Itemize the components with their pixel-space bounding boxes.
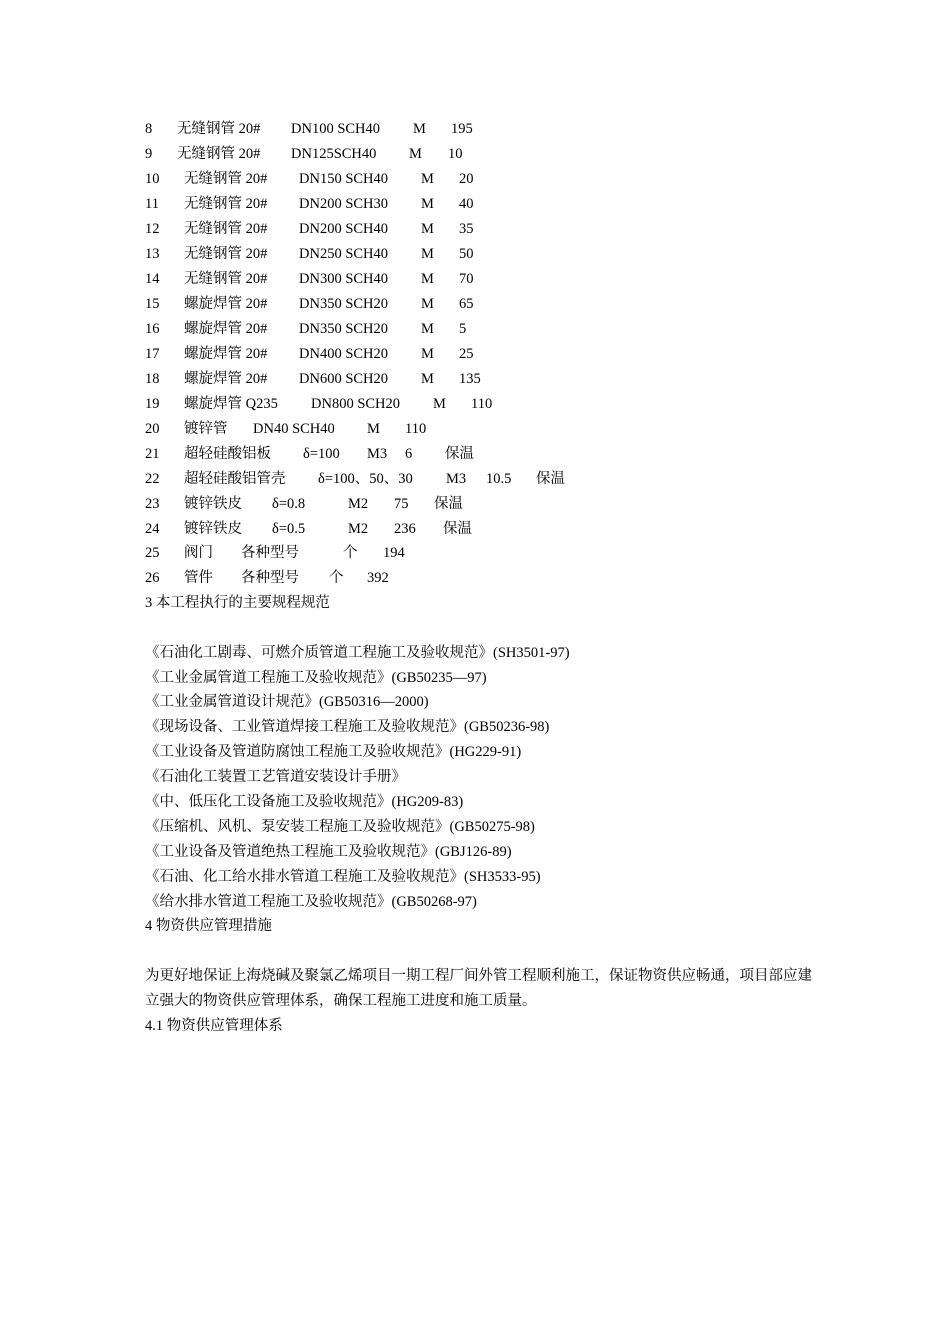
list-item: [145, 494, 830, 514]
item-name: 螺旋焊管 20#: [184, 296, 268, 312]
item-number: 13: [145, 246, 160, 262]
item-number: 12: [145, 221, 160, 237]
item-unit: 个: [329, 570, 344, 586]
item-qty: 25: [459, 346, 474, 362]
list-item: [145, 244, 830, 264]
item-spec: DN400 SCH20: [299, 346, 389, 362]
item-spec: 各种型号: [241, 570, 299, 586]
item-number: 21: [145, 446, 160, 462]
item-spec: δ=100、50、30: [318, 471, 413, 487]
item-unit: M: [421, 296, 434, 312]
item-number: 23: [145, 496, 160, 512]
item-spec: DN800 SCH20: [311, 396, 401, 412]
item-unit: M3: [367, 446, 388, 462]
standard-item: 《工业设备及管道防腐蚀工程施工及验收规范》(HG229-91): [145, 744, 522, 760]
item-spec: DN125SCH40: [291, 146, 377, 162]
item-spec: δ=0.5: [272, 521, 306, 537]
item-spec: δ=100: [303, 446, 340, 462]
item-number: 15: [145, 296, 160, 312]
item-name: 无缝钢管 20#: [184, 271, 268, 287]
item-name: 螺旋焊管 20#: [184, 346, 268, 362]
list-item: [145, 219, 830, 239]
item-name: 镀锌铁皮: [184, 521, 242, 537]
item-name: 无缝钢管 20#: [184, 246, 268, 262]
item-spec: 各种型号: [241, 545, 299, 561]
item-unit: M: [421, 321, 434, 337]
item-name: 超轻硅酸铝板: [184, 446, 271, 462]
item-name: 无缝钢管 20#: [184, 196, 268, 212]
list-item: [145, 568, 830, 588]
item-note: 保温: [443, 521, 472, 537]
item-number: 18: [145, 371, 160, 387]
standard-item: 《压缩机、风机、泵安装工程施工及验收规范》(GB50275-98): [145, 819, 535, 835]
section-heading: 3 本工程执行的主要规程规范: [145, 595, 330, 611]
item-number: 26: [145, 570, 160, 586]
list-item: [145, 419, 830, 439]
item-qty: 195: [451, 121, 473, 137]
item-name: 螺旋焊管 20#: [184, 321, 268, 337]
item-name: 无缝钢管 20#: [184, 221, 268, 237]
item-qty: 40: [459, 196, 474, 212]
item-number: 9: [145, 146, 153, 162]
item-spec: DN250 SCH40: [299, 246, 389, 262]
standard-item: 《工业设备及管道绝热工程施工及验收规范》(GBJ126-89): [145, 844, 512, 860]
standard-item: 《给水排水管道工程施工及验收规范》(GB50268-97): [145, 894, 477, 910]
item-qty: 75: [394, 496, 409, 512]
item-unit: M: [421, 221, 434, 237]
list-item: [145, 144, 830, 164]
item-note: 保温: [434, 496, 463, 512]
item-qty: 110: [405, 421, 427, 437]
item-number: 8: [145, 121, 153, 137]
list-item: [145, 469, 830, 489]
item-spec: δ=0.8: [272, 496, 306, 512]
item-number: 20: [145, 421, 160, 437]
item-unit: M: [421, 371, 434, 387]
list-item: [145, 369, 830, 389]
item-name: 螺旋焊管 Q235: [184, 396, 278, 412]
item-qty: 10.5: [486, 471, 512, 487]
item-unit: M2: [348, 496, 369, 512]
item-unit: M: [367, 421, 380, 437]
item-unit: M3: [446, 471, 467, 487]
item-spec: DN350 SCH20: [299, 296, 389, 312]
item-spec: DN150 SCH40: [299, 171, 389, 187]
item-unit: M: [421, 196, 434, 212]
item-name: 无缝钢管 20#: [177, 146, 261, 162]
subsection-heading: 4.1 物资供应管理体系: [145, 1018, 283, 1034]
item-number: 11: [145, 196, 159, 212]
standard-item: 《石油化工装置工艺管道安装设计手册》: [145, 769, 406, 785]
item-name: 无缝钢管 20#: [177, 121, 261, 137]
item-number: 16: [145, 321, 160, 337]
item-unit: 个: [343, 545, 358, 561]
standard-item: 《工业金属管道设计规范》(GB50316—2000): [145, 694, 429, 710]
item-qty: 65: [459, 296, 474, 312]
standard-item: 《现场设备、工业管道焊接工程施工及验收规范》(GB50236-98): [145, 719, 550, 735]
item-number: 19: [145, 396, 160, 412]
list-item: [145, 394, 830, 414]
item-unit: M2: [348, 521, 369, 537]
body-paragraph: 为更好地保证上海烧碱及聚氯乙烯项目一期工程厂间外管工程顺利施工，保证物资供应畅通，项目部应建立强大的物资供应管理体系，确保工程施工进度和施工质量。: [145, 968, 812, 1009]
item-name: 管件: [184, 570, 213, 586]
item-qty: 135: [459, 371, 481, 387]
list-item: [145, 294, 830, 314]
item-number: 24: [145, 521, 160, 537]
standard-item: 《石油、化工给水排水管道工程施工及验收规范》(SH3533-95): [145, 869, 541, 885]
item-qty: 10: [448, 146, 463, 162]
list-item: [145, 169, 830, 189]
item-name: 镀锌管: [184, 421, 228, 437]
item-spec: DN300 SCH40: [299, 271, 389, 287]
list-item: [145, 269, 830, 289]
standard-item: 《工业金属管道工程施工及验收规范》(GB50235—97): [145, 670, 487, 686]
item-unit: M: [413, 121, 426, 137]
item-unit: M: [421, 246, 434, 262]
item-spec: DN600 SCH20: [299, 371, 389, 387]
item-qty: 392: [367, 570, 389, 586]
item-number: 22: [145, 471, 160, 487]
item-name: 无缝钢管 20#: [184, 171, 268, 187]
item-number: 17: [145, 346, 160, 362]
item-name: 镀锌铁皮: [184, 496, 242, 512]
item-number: 25: [145, 545, 160, 561]
item-name: 超轻硅酸铝管壳: [184, 471, 286, 487]
standard-item: 《中、低压化工设备施工及验收规范》(HG209-83): [145, 794, 464, 810]
item-spec: DN350 SCH20: [299, 321, 389, 337]
list-item: [145, 319, 830, 339]
item-unit: M: [421, 346, 434, 362]
item-qty: 20: [459, 171, 474, 187]
item-spec: DN100 SCH40: [291, 121, 381, 137]
item-qty: 6: [405, 446, 413, 462]
item-name: 螺旋焊管 20#: [184, 371, 268, 387]
item-qty: 5: [459, 321, 467, 337]
item-spec: DN200 SCH40: [299, 221, 389, 237]
list-item: [145, 519, 830, 539]
item-qty: 236: [394, 521, 416, 537]
list-item: [145, 444, 830, 464]
item-qty: 110: [471, 396, 493, 412]
item-qty: 50: [459, 246, 474, 262]
item-number: 10: [145, 171, 160, 187]
list-item: [145, 119, 830, 139]
list-item: [145, 194, 830, 214]
item-unit: M: [421, 171, 434, 187]
list-item: [145, 543, 830, 563]
item-qty: 194: [383, 545, 405, 561]
item-unit: M: [433, 396, 446, 412]
item-number: 14: [145, 271, 160, 287]
standard-item: 《石油化工剧毒、可燃介质管道工程施工及验收规范》(SH3501-97): [145, 645, 570, 661]
item-name: 阀门: [184, 545, 213, 561]
item-qty: 35: [459, 221, 474, 237]
section-heading: 4 物资供应管理措施: [145, 918, 272, 934]
item-note: 保温: [445, 446, 474, 462]
item-qty: 70: [459, 271, 474, 287]
item-spec: DN200 SCH30: [299, 196, 389, 212]
item-unit: M: [409, 146, 422, 162]
item-note: 保温: [536, 471, 565, 487]
list-item: [145, 344, 830, 364]
item-unit: M: [421, 271, 434, 287]
item-spec: DN40 SCH40: [253, 421, 335, 437]
